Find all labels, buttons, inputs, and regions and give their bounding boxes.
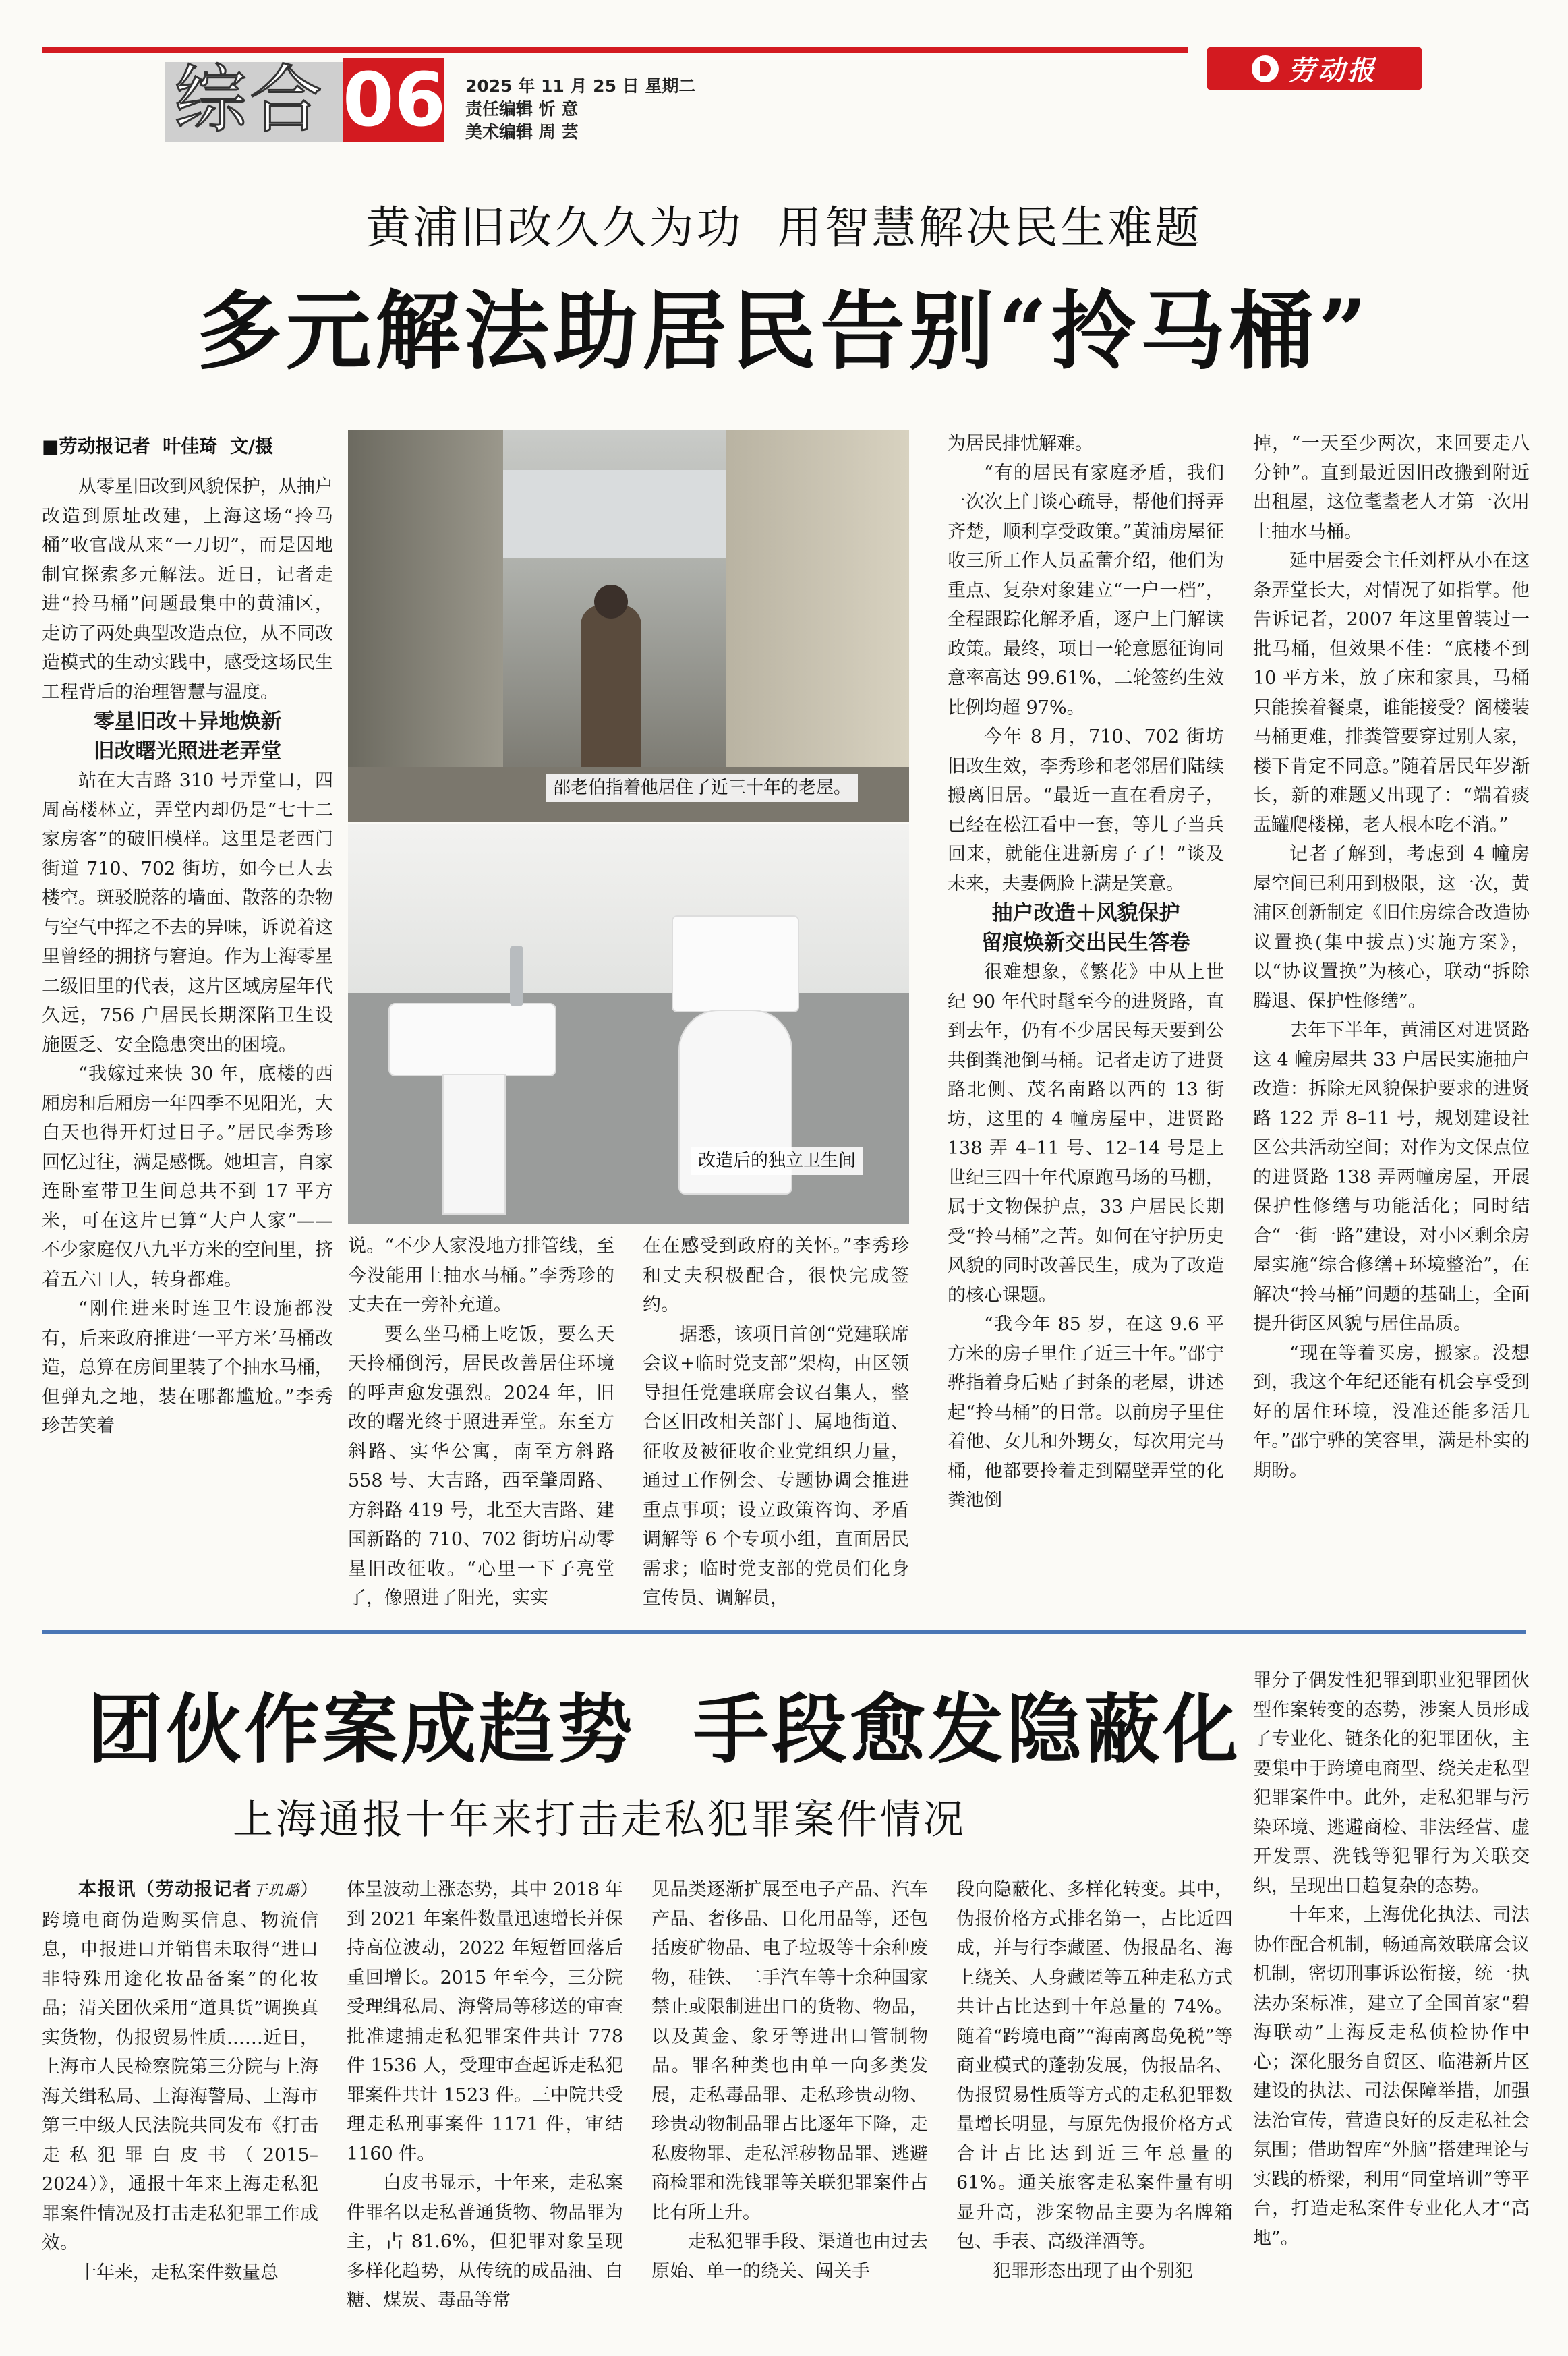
paragraph: 体呈波动上涨态势，其中 2018 年到 2021 年案件数量迅速增长并保持高位波动，2022 年短暂回落后重回增长。2015 年至今，三分院受理缉私局、海警局等移送的审查批准逮捕走私犯罪案件共计 778 件 1536 人，受理审查起诉走私犯罪案件共计 1523 件。三中院共受理走私刑事案件 1171 件，审结 1160 件。 bbox=[347, 1879, 623, 2164]
art-editor-line: 美术编辑 周 芸 bbox=[465, 122, 579, 142]
paragraph: 罪分子偶发性犯罪到职业犯罪团伙型作案转变的态势，涉案人员形成了专业化、链条化的犯罪团伙，主要集中于跨境电商型、绕关走私型犯罪案件中。此外，走私犯罪与污染环境、逃避商检、非法经营、虚开发票、洗钱等犯罪行为关联交织，呈现出日趋复杂的态势。 bbox=[1253, 1670, 1530, 1897]
subheading-1: 零星旧改＋异地焕新 旧改曙光照进老弄堂 bbox=[93, 710, 282, 764]
paragraph: 去年下半年，黄浦区对进贤路这 4 幢房屋共 33 户居民实施抽户改造：拆除无风貌保护要求的进贤路 122 弄 8–11 号，规划建设社区公共活动空间；对作为文保点位的进贤路 138 弄两幢房屋，开展保护性修缮与功能活化；同时结合“一街一路”建设，对小区剩余房屋实施“综合修缮+环境整治”，在解决“拎马桶”问题的基础上，全面提升街区风貌与居住品质。 bbox=[1253, 1020, 1530, 1334]
reporter-name: 于玑璐 bbox=[252, 1883, 300, 1899]
article1-column-3 bbox=[643, 1232, 909, 1663]
logo-mark-icon bbox=[1252, 55, 1279, 82]
paragraph: 见品类逐渐扩展至电子产品、汽车产品、奢侈品、日化用品等，还包括废矿物品、电子垃圾等十余种废物，硅铁、二手汽车等十余种国家禁止或限制进出口的货物、物品，以及黄金、象牙等进出口管制物品。罪名种类也由单一向多类发展，走私毒品罪、走私珍贵动物、珍贵动物制品罪占比逐年下降，走私废物罪、走私淫秽物品罪、逃避商检罪和洗钱罪等关联犯罪案件占比有所上升。 bbox=[651, 1879, 928, 2223]
logo-text: 劳动报 bbox=[1288, 55, 1377, 86]
paragraph: “有的居民有家庭矛盾，我们一次次上门谈心疏导，帮他们捋弄齐楚，顺利享受政策。”黄浦房屋征收三所工作人员孟蕾介绍，他们为重点、复杂对象建立“一户一档”，全程跟踪化解矛盾，逐户上门解读政策。最终，项目一轮意愿征询同意率高达 99.61%，二轮签约生效比例均超 97%。 bbox=[948, 462, 1224, 718]
subheading-2: 抽户改造＋风貌保护 留痕焕新交出民生答卷 bbox=[981, 901, 1190, 955]
article1-column-5 bbox=[1253, 429, 1530, 1663]
paragraph: 从零星旧改到风貌保护，从抽户改造到原址改建，上海这场“拎马桶”收官战从来“一刀切”，而是因地制宜探索多元解法。近日，记者走进“拎马桶”问题最集中的黄浦区，走访了两处典型改造点位，从不同改造模式的生动实践中，感受这场民生工程背后的治理智慧与温度。 bbox=[42, 476, 333, 703]
article1-kicker: 黄浦旧改久久为功 用智慧解决民生难题 bbox=[366, 202, 1202, 254]
photo-old-alley bbox=[348, 430, 909, 822]
paragraph: 走私犯罪手段、渠道也由过去原始、单一的绕关、闯关手 bbox=[651, 2231, 928, 2282]
article1-column-1 bbox=[42, 472, 333, 1666]
paragraph: 在在感受到政府的关怀。”李秀珍和丈夫积极配合，很快完成签约。 bbox=[643, 1236, 909, 1315]
article2-column-1 bbox=[42, 1875, 318, 2334]
article2-byline: 本报讯（劳动报记者 bbox=[78, 1879, 252, 1900]
article2-column-3 bbox=[651, 1875, 928, 2334]
photo1-caption: 邵老伯指着他居住了近三十年的老屋。 bbox=[546, 774, 858, 802]
article1-byline: ■劳动报记者 叶佳琦 文/摄 bbox=[42, 436, 273, 457]
article1-column-2 bbox=[348, 1232, 614, 1663]
paragraph: 说。“不少人家没地方排管线，至今没能用上抽水马桶。”李秀珍的丈夫在一旁补充道。 bbox=[348, 1236, 614, 1315]
date-line: 2025 年 11 月 25 日 星期二 bbox=[465, 76, 696, 96]
paragraph: 白皮书显示，十年来，走私案件罪名以走私普通货物、物品罪为主，占 81.6%，但犯罪对象呈现多样化趋势，从传统的成品油、白糖、煤炭、毒品等常 bbox=[347, 2173, 623, 2311]
paragraph: “我今年 85 岁，在这 9.6 平方米的房子里住了近三十年。”邵宁骅指着身后贴了封条的老屋，讲述起“拎马桶”的日常。以前房子里住着他、女儿和外甥女，每次用完马桶，他都要拎着走到隔壁弄堂的化粪池倒 bbox=[948, 1314, 1224, 1511]
article2-column-2 bbox=[347, 1875, 623, 2334]
paragraph: “现在等着买房，搬家。没想到，我这个年纪还能有机会享受到好的居住环境，没准还能多活几年。”邵宁骅的笑容里，满是朴实的期盼。 bbox=[1253, 1342, 1530, 1481]
page-number: 06 bbox=[343, 57, 446, 143]
paragraph: 很难想象，《繁花》中从上世纪 90 年代时髦至今的进贤路，直到去年，仍有不少居民每天要到公共倒粪池倒马桶。记者走访了进贤路北侧、茂名南路以西的 13 街坊，这里的 4 幢房屋中，进贤路 138 弄 4–11 号、12–14 号是上世纪三四十年代原跑马场的马棚，属于文物保护点，33 户居民长期受“拎马桶”之苦。如何在守护历史风貌的同时改善民生，成为了改造的核心课题。 bbox=[948, 962, 1224, 1306]
article1-headline: 多元解法助居民告别“拎马桶” bbox=[197, 281, 1371, 381]
paragraph: 今年 8 月，710、702 街坊旧改生效，李秀珍和老邻居们陆续搬离旧居。“最近一直在看房子，已经在松江看中一套，等儿子当兵回来，就能住进新房子了！”谈及未来，夫妻俩脸上满是笑意。 bbox=[948, 726, 1224, 894]
paragraph: 延中居委会主任刘枰从小在这条弄堂长大，对情况了如指掌。他告诉记者，2007 年这里曾装过一批马桶，但效果不佳：“底楼不到 10 平方米，放了床和家具，马桶只能挨着餐桌，谁能接受？阁楼装马桶更难，排粪管要穿过别人家，楼下肯定不同意。”随着居民年岁渐长，新的难题又出现了：“端着痰盂罐爬楼梯，老人根本吃不消。” bbox=[1253, 550, 1530, 836]
paragraph: 十年来，上海优化执法、司法协作配合机制，畅通高效联席会议机制，密切刑事诉讼衔接，统一执法办案标准，建立了全国首家“碧海联动”上海反走私侦检协作中心；深化服务自贸区、临港新片区建设的执法、司法保障举措，加强法治宣传，营造良好的反走私社会氛围；借助智库“外脑”搭建理论与实践的桥梁，利用“同堂培训”等平台，打造走私案件专业化人才“高地”。 bbox=[1253, 1905, 1530, 2249]
editor-line: 责任编辑 忻 意 bbox=[465, 99, 579, 119]
section-divider bbox=[42, 1630, 1526, 1634]
paragraph: 为居民排忧解难。 bbox=[948, 433, 1093, 454]
paragraph: 记者了解到，考虑到 4 幢房屋空间已利用到极限，这一次，黄浦区创新制定《旧住房综合改造协议置换(集中拔点)实施方案》，以“协议置换”为核心，联动“拆除腾退、保护性修缮”。 bbox=[1253, 844, 1530, 1012]
article2-subhead: 上海通报十年来打击走私犯罪案件情况 bbox=[233, 1796, 966, 1843]
top-red-rule bbox=[42, 47, 1188, 53]
paragraph: ）跨境电商伪造购买信息、物流信息，申报进口并销售未取得“进口非特殊用途化妆品备案”的化妆品；清关团伙采用“道具货”调换真实货物，伪报贸易性质……近日，上海市人民检察院第三分院与上海海关缉私局、上海海警局、上海市第三中级人民法院共同发布《打击走私犯罪白皮书（2015–2024）》，通报十年来上海走私犯罪案件情况及打击走私犯罪工作成效。 bbox=[42, 1879, 318, 2253]
paragraph: 掉，“一天至少两次，来回要走八分钟”。直到最近因旧改搬到附近出租屋，这位耄耋老人才第一次用上抽水马桶。 bbox=[1253, 433, 1530, 542]
photo2-caption: 改造后的独立卫生间 bbox=[691, 1147, 863, 1175]
paragraph: 十年来，走私案件数量总 bbox=[78, 2262, 279, 2283]
article1-column-4 bbox=[948, 429, 1224, 1663]
logo-box bbox=[1207, 47, 1422, 90]
paragraph: 要么坐马桶上吃饭，要么天天拎桶倒污，居民改善居住环境的呼声愈发强烈。2024 年，旧改的曙光终于照进弄堂。东至方斜路、实华公寓，南至方斜路 558 号、大吉路，西至肇周路、方斜路 419 号，北至大吉路、建国新路的 710、702 街坊启动零星旧改征收。“心里一下子亮堂了，像照进了阳光，实实 bbox=[348, 1323, 614, 1609]
paragraph: 据悉，该项目首创“党建联席会议+临时党支部”架构，由区领导担任党建联席会议召集人，整合区旧改相关部门、属地街道、征收及被征收企业党组织力量，通过工作例会、专题协调会推进重点事项；设立政策咨询、矛盾调解等 6 个专项小组，直面居民需求；临时党支部的党员们化身宣传员、调解员， bbox=[643, 1323, 909, 1609]
section-name: 综合 bbox=[174, 58, 326, 142]
paragraph: 站在大吉路 310 号弄堂口，四周高楼林立，弄堂内却仍是“七十二家房客”的破旧模样。这里是老西门街道 710、702 街坊，如今已人去楼空。斑驳脱落的墙面、散落的杂物与空气中挥之不去的异味，诉说着这里曾经的拥挤与窘迫。作为上海零星二级旧里的代表，这片区域房屋年代久远，756 户居民长期深陷卫生设施匮乏、安全隐患突出的困境。 bbox=[42, 770, 333, 1056]
paragraph: “刚住进来时连卫生设施都没有，后来政府推进‘一平方米’马桶改造，总算在房间里装了个抽水马桶，但弹丸之地，装在哪都尴尬。”李秀珍苦笑着 bbox=[42, 1298, 333, 1437]
paragraph: 段向隐蔽化、多样化转变。其中，伪报价格方式排名第一，占比近四成，并与行李藏匿、伪报品名、海上绕关、人身藏匿等五种走私方式共计占比达到十年总量的 74%。随着“跨境电商”“海南离岛免税”等商业模式的蓬勃发展，伪报品名、伪报贸易性质等方式的走私犯罪数量增长明显，与原先伪报价格方式合计占比达到近三年总量的 61%。通关旅客走私案件量有明显升高，涉案物品主要为名牌箱包、手表、高级洋酒等。 bbox=[956, 1879, 1233, 2252]
article2-column-4 bbox=[956, 1875, 1233, 2334]
paragraph: 犯罪形态出现了由个别犯 bbox=[993, 2260, 1193, 2282]
paragraph: “我嫁过来快 30 年，底楼的西厢房和后厢房一年四季不见阳光，大白天也得开灯过日子。”居民李秀珍回忆过往，满是感慨。她坦言，自家连卧室带卫生间总共不到 17 平方米，可在这片已算“大户人家”——不少家庭仅八九平方米的空间里，挤着五六口人，转身都难。 bbox=[42, 1064, 333, 1290]
article2-column-5 bbox=[1253, 1666, 1530, 2334]
article2-headline: 团伙作案成趋势 手段愈发隐蔽化 bbox=[88, 1686, 1241, 1774]
